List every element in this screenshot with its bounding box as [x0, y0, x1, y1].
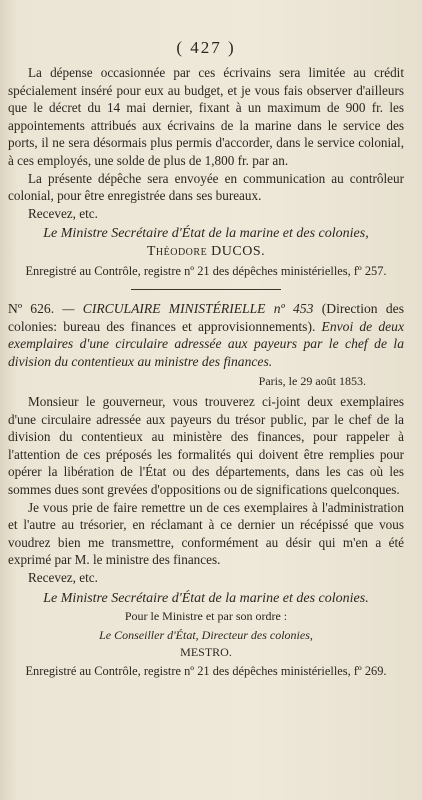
circular-direction: (Direction des colonies: bureau des finances et approvisionnements). [8, 301, 404, 334]
signature-order: Pour le Ministre et par son ordre : [124, 608, 288, 623]
dateline: Paris, le 29 août 1853. [258, 373, 366, 388]
circular-subject: Envoi de deux exemplaires d'une circulaire adressée aux payeurs par le chef de la division du contentieux au ministre des finances. [8, 318, 405, 369]
paragraph-gouverneur: Monsieur le gouverneur, vous trouverez ci-joint deux exemplaires d'une circulaire adressée aux payeurs du trésor public, par le chef de la division du contentieux au ministère des finances, pour rappeler à l'attention de ces préposés les formalités qui doivent être remplies pour opérer la libération de l'État ou des départements, dans les cas où les sommes dues sont grevées d'oppositions ou de significations quelconques. [8, 393, 404, 497]
paragraph-remettre: Je vous prie de faire remettre un de ces exemplaires à l'administration et l'autre au trésorier, en réclamant à ce dernier un récépissé que vous voudrez bien me transmettre, conformément au désir qui m'en a été exprimé par M. le ministre des finances. [8, 499, 404, 568]
circular-number: Nº 626. [8, 301, 55, 317]
paragraph-communication: La présente dépêche sera envoyée en communication au contrôleur colonial, pour être enregistrée dans ses bureaux. [8, 170, 404, 204]
signature-name: Théodore DUCOS. [146, 244, 266, 260]
circular-title: — CIRCULAIRE MINISTÉRIELLE nº 453 [62, 301, 314, 317]
paragraph-budget: La dépense occasionnée par ces écrivains sera limitée au crédit spécialement inséré pour eux au budget, et je vous fais observer d'ailleurs que le décret du 14 mai dernier, fixant à un maximum de 900 fr. les appointements attribués aux écrivains de la marine dans le service des ports, il ne sera désormais plus permis d'accorder, dans le service colonial, à ces employés, une solde de plus de 1,800 fr. par an. [8, 65, 404, 168]
closing-recevez-2: Recevez, etc. [28, 569, 98, 585]
signature-title-2: Le Ministre Secrétaire d'État de la marine et des colonies. [43, 590, 369, 606]
signature-name-2: MESTRO. [180, 644, 232, 659]
registry-note: Enregistré au Contrôle, registre nº 21 des dépêches ministérielles, fº 257. [25, 264, 387, 279]
closing-recevez: Recevez, etc. [28, 205, 98, 221]
registry-note-2: Enregistré au Contrôle, registre nº 21 des dépêches ministérielles, fº 269. [25, 663, 387, 678]
signature-title: Le Ministre Secrétaire d'État de la marine et des colonies, [43, 226, 369, 242]
page-number: ( 427 ) [176, 38, 236, 57]
signature-role: Le Conseiller d'État, Directeur des colonies, [99, 627, 313, 642]
circular-heading [8, 300, 404, 370]
section-divider [131, 289, 281, 290]
